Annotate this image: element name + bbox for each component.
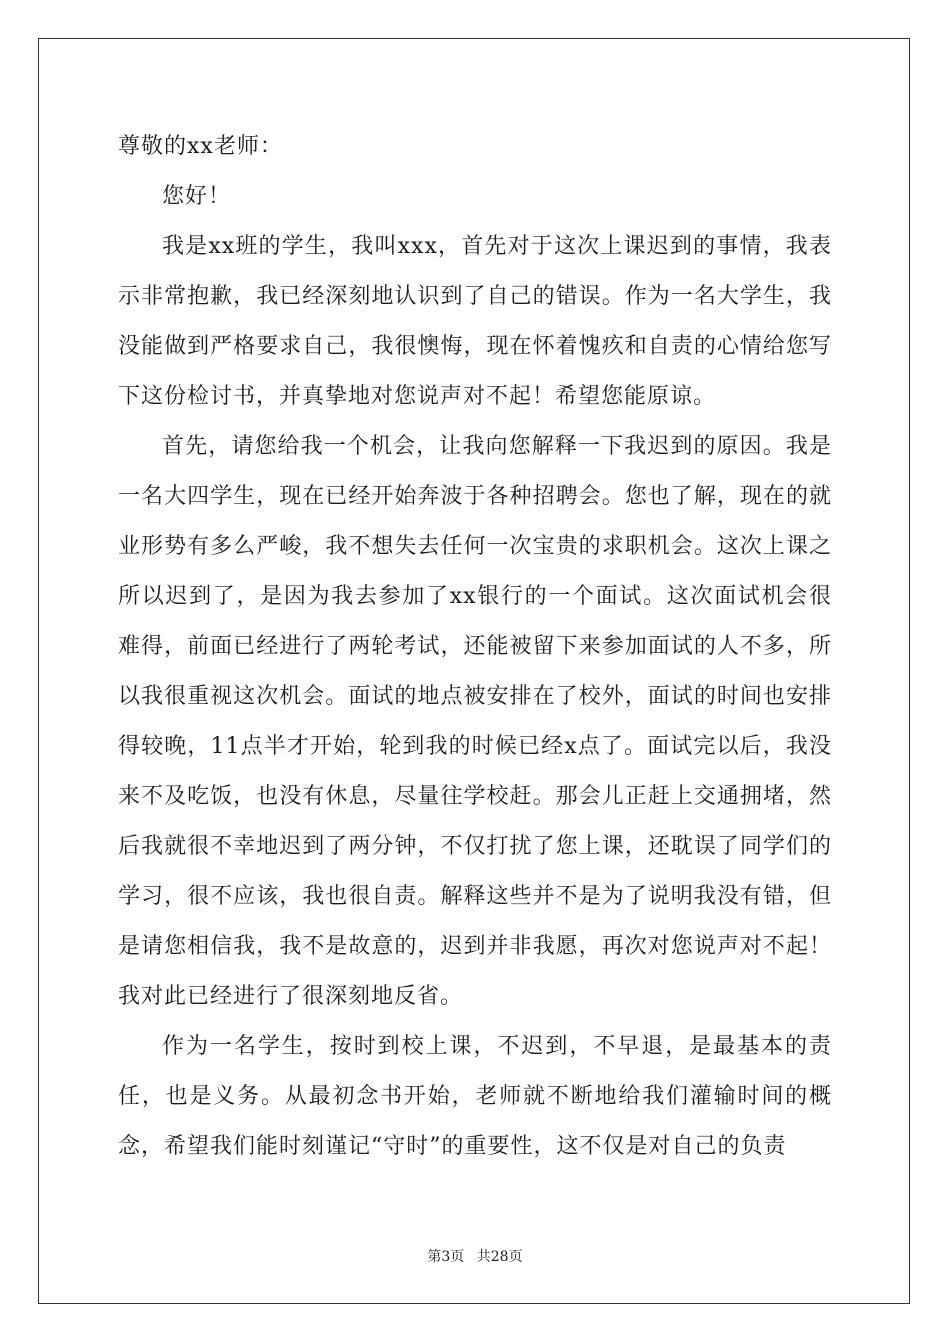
page-footer <box>0 1246 950 1266</box>
page-total: 共28页 <box>476 1249 523 1265</box>
paragraph-explanation: 首先，请您给我一个机会，让我向您解释一下我迟到的原因。我是一名大四学生，现在已经开始奔波于各种招聘会。您也了解，现在的就业形势有多么严峻，我不想失去任何一次宝贵的求职机会。这次上课之所以迟到了，是因为我去参加了xx银行的一个面试。这次面试机会很难得，前面已经进行了两轮考试，还能被留下来参加面试的人不多，所以我很重视这次机会。面试的地点被安排在了校外，面试的时间也安排得较晚，11点半才开始，轮到我的时候已经x点了。面试完以后，我没来不及吃饭，也没有休息，尽量往学校赶。那会儿正赶上交通拥堵，然后我就很不幸地迟到了两分钟，不仅打扰了您上课，还耽误了同学们的学习，很不应该，我也很自责。解释这些并不是为了说明我没有错，但是请您相信我，我不是故意的，迟到并非我愿，再次对您说声对不起！我对此已经进行了很深刻地反省。 <box>118 434 832 1009</box>
paragraph-apology: 我是xx班的学生，我叫xxx，首先对于这次上课迟到的事情，我表示非常抱歉，我已经深刻地认识到了自己的错误。作为一名大学生，我没能做到严格要求自己，我很懊悔，现在怀着愧疚和自责的心情给您写下这份检讨书，并真挚地对您说声对不起！希望您能原谅。 <box>118 234 832 409</box>
page-number: 第3页 <box>427 1249 465 1265</box>
letter-body <box>118 122 832 1172</box>
paragraph-responsibility: 作为一名学生，按时到校上课，不迟到，不早退，是最基本的责任，也是义务。从最初念书开始，老师就不断地给我们灌输时间的概念，希望我们能时刻谨记“守时”的重要性，这不仅是对自己的负责 <box>118 1034 832 1159</box>
salutation: 尊敬的xx老师： <box>118 134 283 159</box>
paragraph-greeting: 您好！ <box>162 184 232 209</box>
